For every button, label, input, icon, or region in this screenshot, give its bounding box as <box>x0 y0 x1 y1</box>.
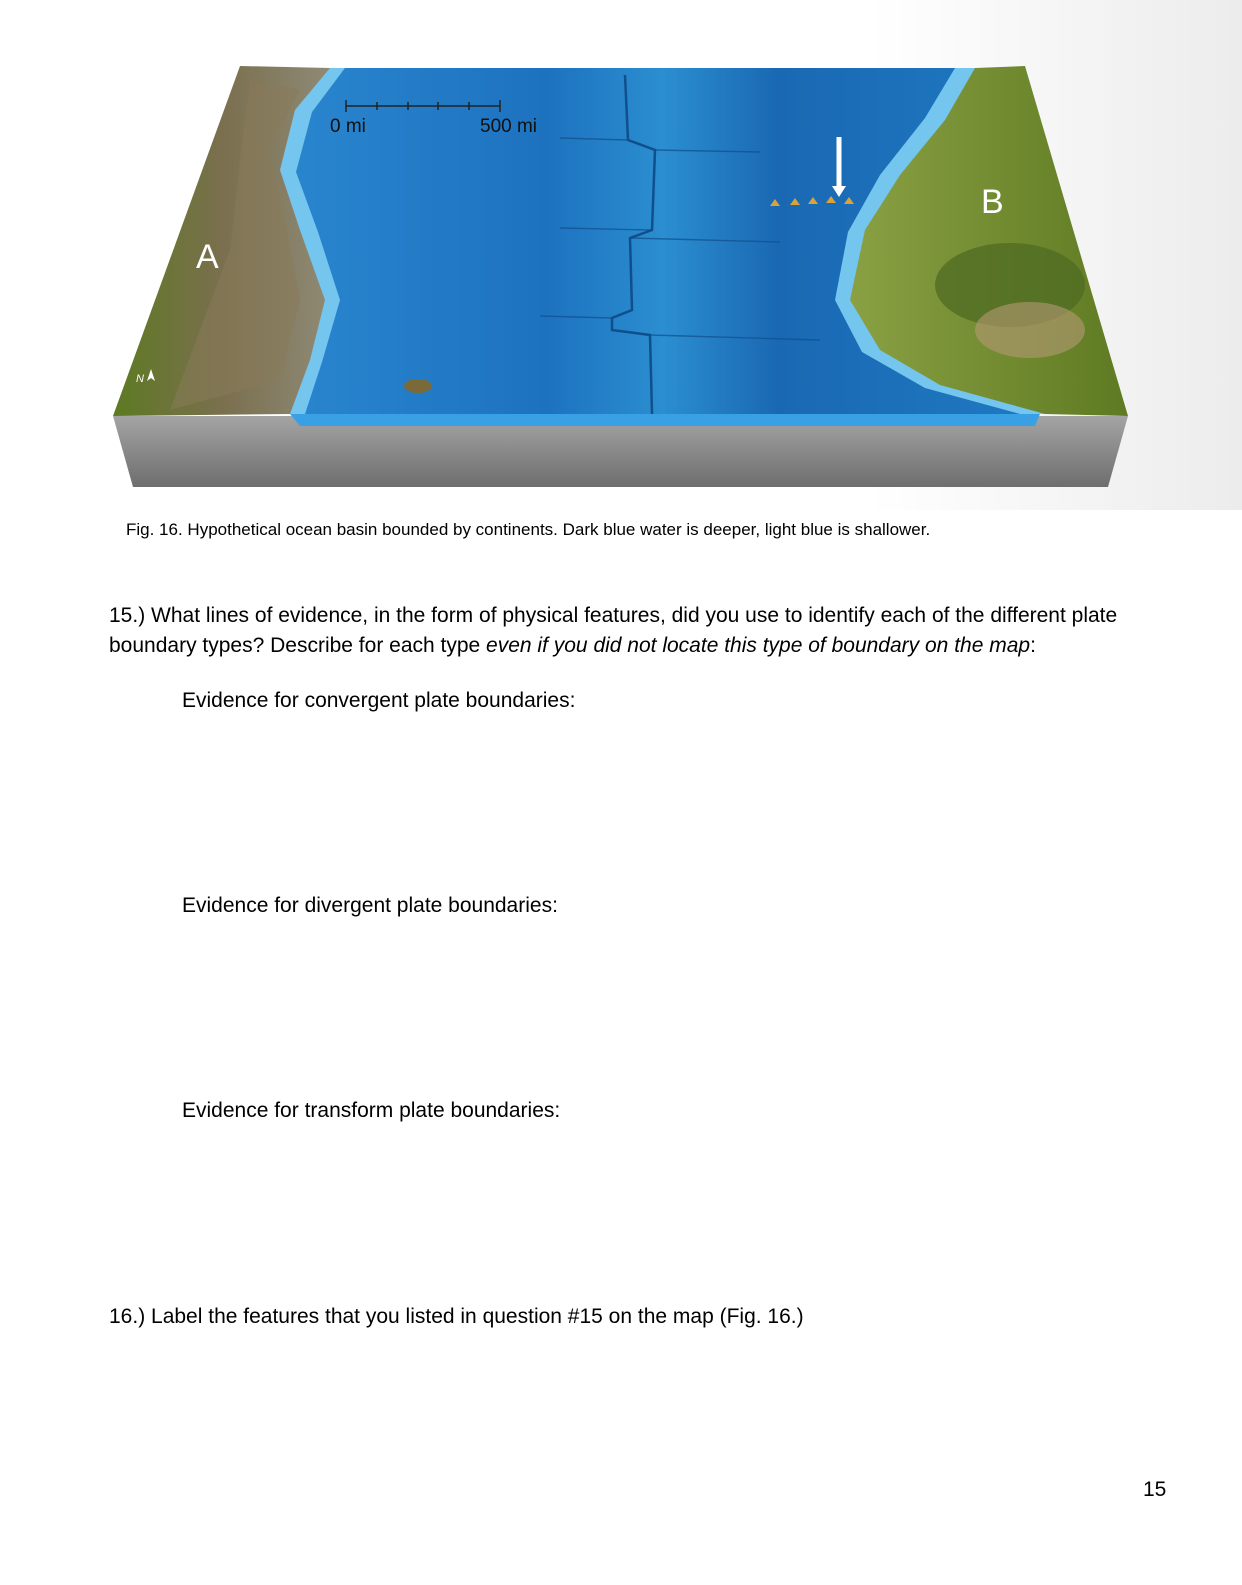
scale-end-label: 500 mi <box>480 116 538 137</box>
question-15-italic: even if you did not locate this type of boundary on the map <box>486 634 1031 657</box>
page-number: 15 <box>1143 1478 1167 1501</box>
scale-start-label: 0 mi <box>330 116 366 137</box>
question-15-text: 15.) What lines of evidence, in the form of physical features, did you use to identify each of the different plate boundary types? Describe for each type <box>109 604 1118 657</box>
ocean-basin-figure <box>0 0 1242 510</box>
question-15-end: : <box>1030 634 1036 657</box>
question-15 <box>109 601 1189 661</box>
svg-text:N: N <box>136 373 144 385</box>
island <box>404 379 432 393</box>
evidence-divergent: Evidence for divergent plate boundaries: <box>182 894 558 917</box>
crust-block <box>113 416 1128 487</box>
evidence-convergent: Evidence for convergent plate boundaries: <box>182 689 576 712</box>
ocean-surface-edge <box>290 414 1040 426</box>
question-16: 16.) Label the features that you listed in question #15 on the map (Fig. 16.) <box>109 1305 804 1328</box>
evidence-transform: Evidence for transform plate boundaries: <box>182 1099 561 1122</box>
figure-caption: Fig. 16. Hypothetical ocean basin bounded by continents. Dark blue water is deeper, light blue is shallower. <box>126 520 931 539</box>
label-a: A <box>196 238 219 276</box>
label-b: B <box>981 183 1004 221</box>
